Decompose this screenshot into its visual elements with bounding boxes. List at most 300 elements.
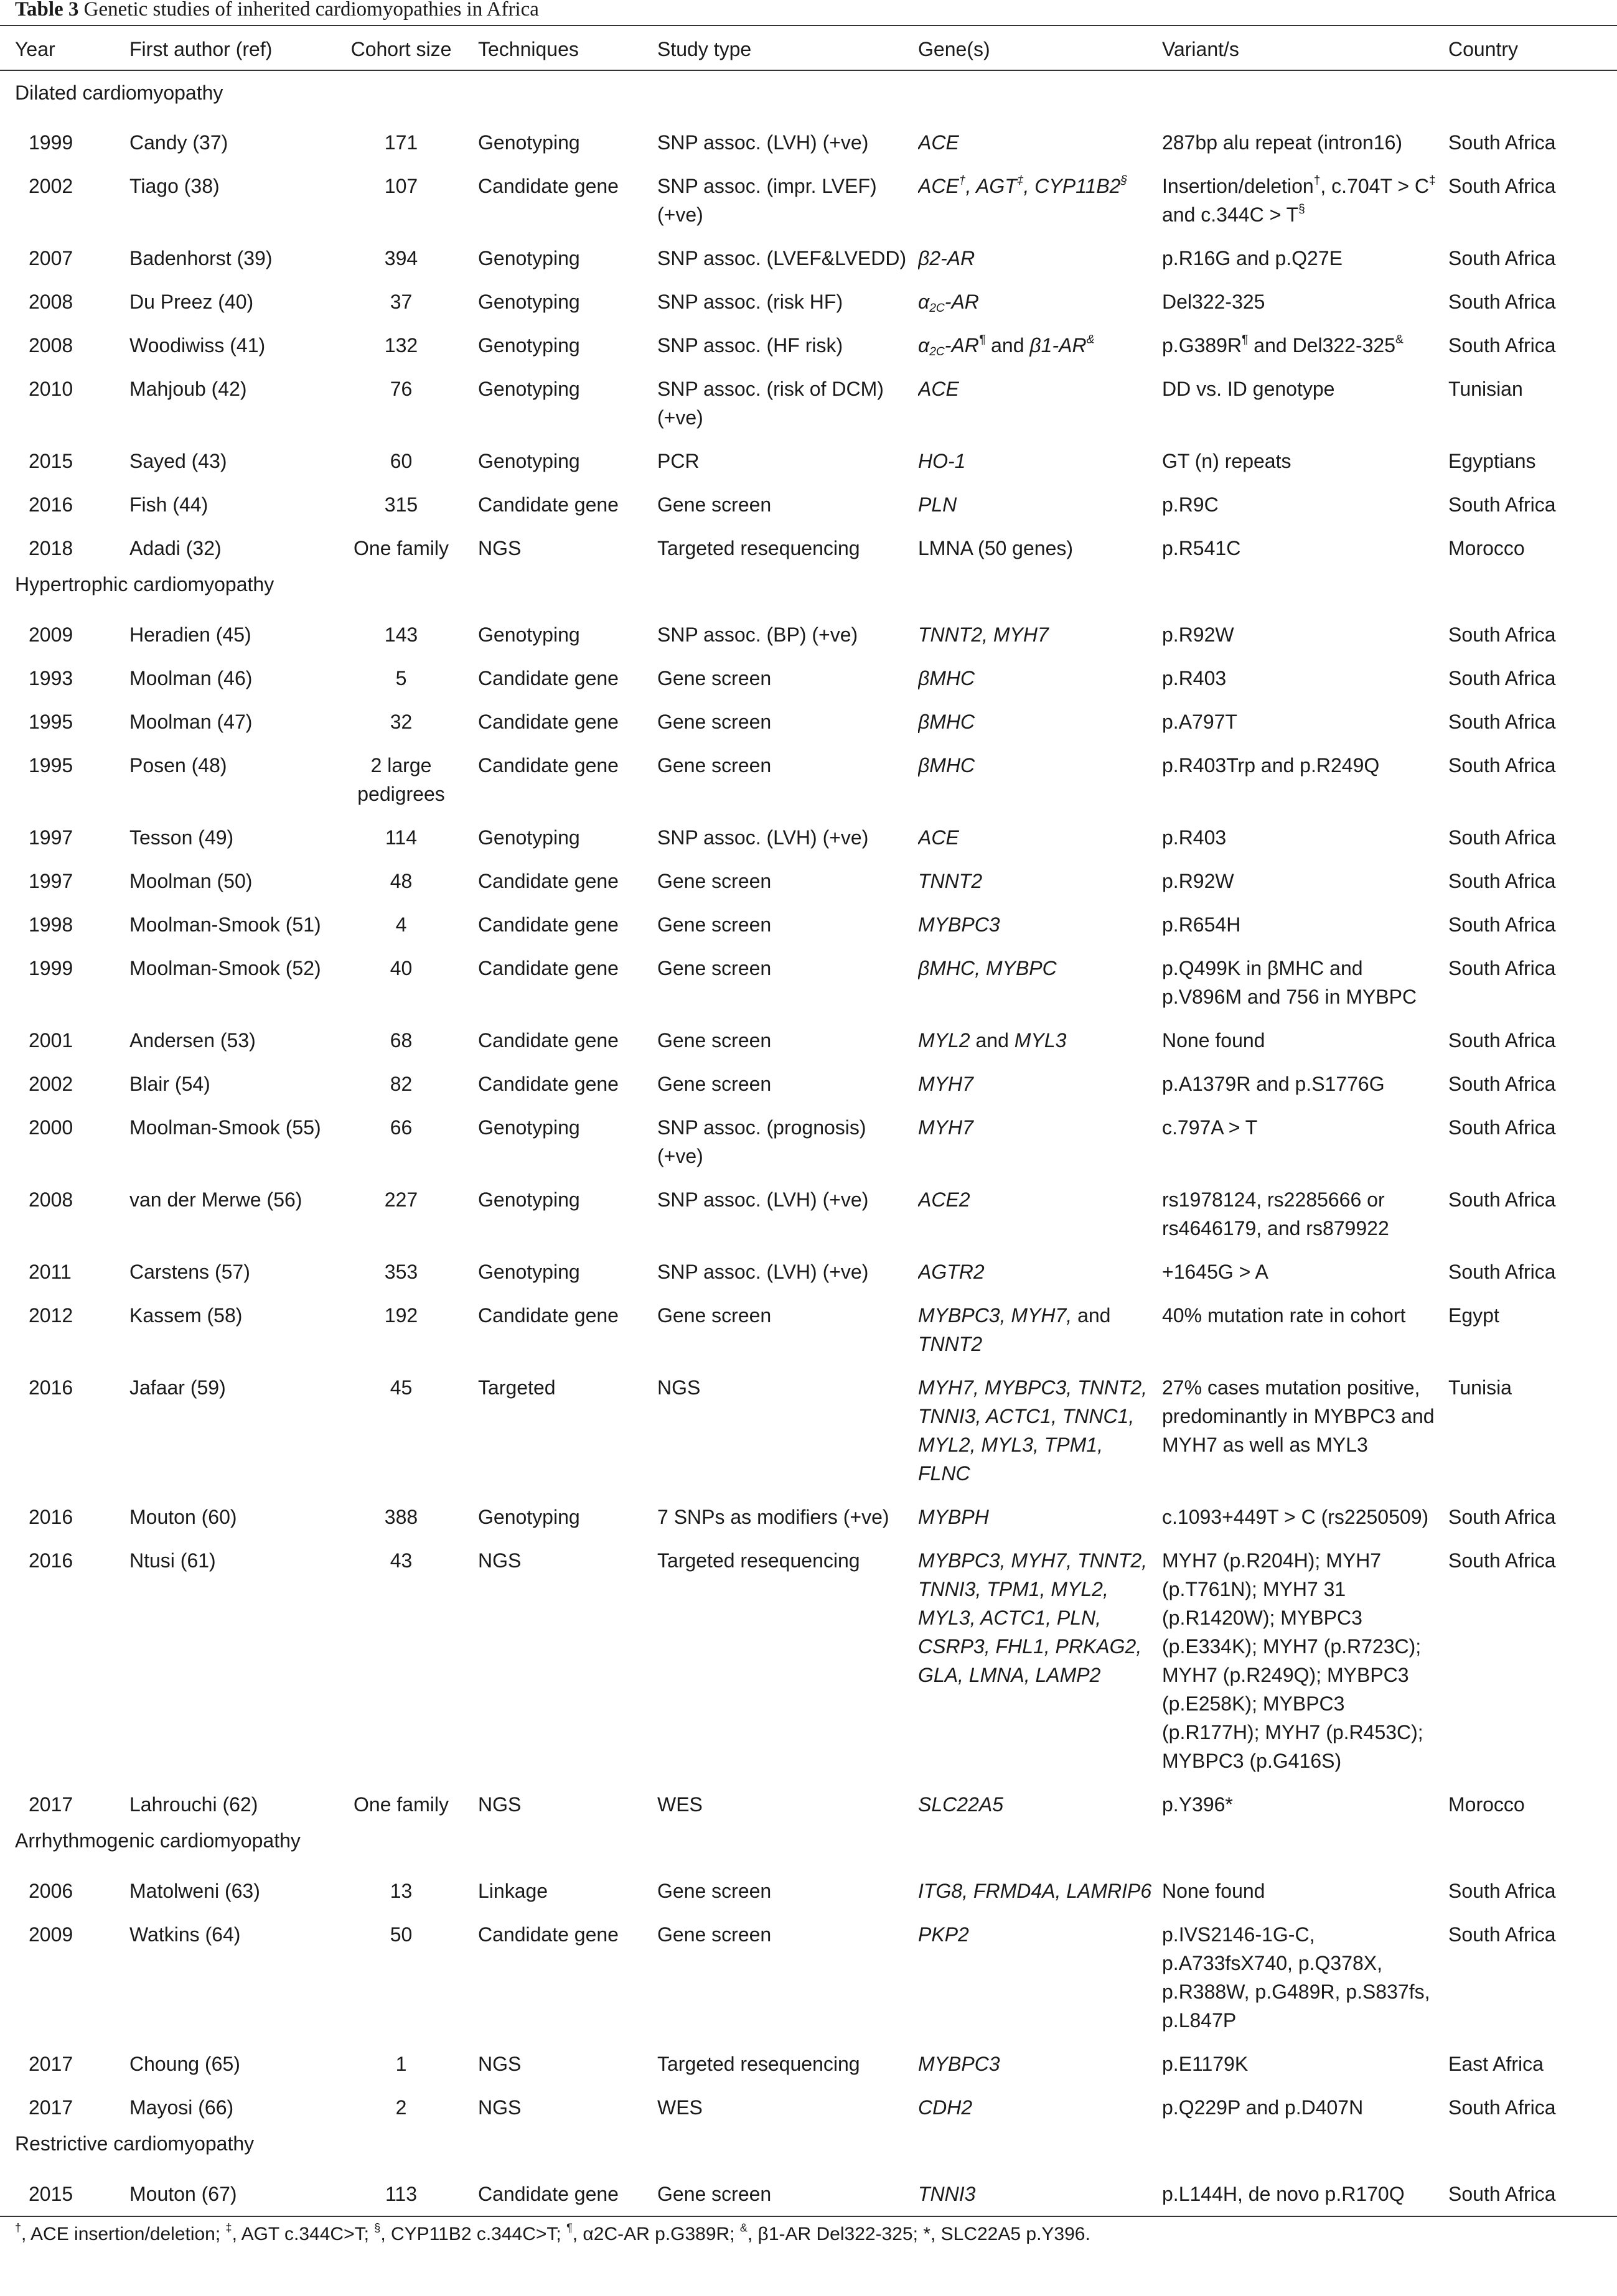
cell-study-type: Gene screen xyxy=(657,493,772,516)
cell-variants: p.E1179K xyxy=(1162,2053,1249,2075)
cell-cohort-size: 5 xyxy=(395,667,407,689)
cell-country: South Africa xyxy=(1448,334,1556,357)
cell-country: South Africa xyxy=(1448,754,1556,777)
cell-cohort-size: One family xyxy=(354,537,449,559)
cell-technique: Genotyping xyxy=(478,623,580,646)
cell-year: 2008 xyxy=(29,1188,73,1211)
cell-technique: Genotyping xyxy=(478,334,580,357)
cell-variants: p.Y396* xyxy=(1162,1793,1233,1816)
table-row xyxy=(0,1243,1617,1286)
cell-first-author: Tiago (38) xyxy=(129,175,220,197)
table-body xyxy=(0,70,1617,2216)
cell-year: 1997 xyxy=(29,826,73,849)
section-header-row xyxy=(0,2122,1617,2165)
cell-technique: Genotyping xyxy=(478,1116,580,1139)
cell-country: South Africa xyxy=(1448,1549,1556,1572)
table-header-row xyxy=(0,26,1617,70)
cell-year: 2008 xyxy=(29,291,73,313)
section-title: Arrhythmogenic cardiomyopathy xyxy=(15,1829,301,1852)
cell-technique: Candidate gene xyxy=(478,667,619,689)
cell-year: 2000 xyxy=(29,1116,73,1139)
cell-study-type: Gene screen xyxy=(657,2165,918,2216)
cell-variants: p.IVS2146-1G-C, p.A733fsX740, p.Q378X, p.R388W, p.G489R, p.S837fs, p.L847P xyxy=(1162,1923,1430,2032)
cell-variants: p.R92W xyxy=(1162,623,1234,646)
cell-year: 2016 xyxy=(29,1506,73,1528)
cell-study-type: SNP assoc. (LVEF&LVEDD) xyxy=(657,247,907,269)
cell-year: 2008 xyxy=(29,334,73,357)
cell-technique: NGS xyxy=(478,1793,522,1816)
table-row xyxy=(0,1775,1617,1819)
cell-country: South Africa xyxy=(1448,247,1556,269)
cell-cohort-size: One family xyxy=(354,1793,449,1816)
cell-country: South Africa xyxy=(1448,175,1556,197)
cell-genes: βMHC xyxy=(918,667,975,689)
cell-year: 2018 xyxy=(29,537,73,559)
cell-study-type: Gene screen xyxy=(657,711,772,733)
cell-study-type: SNP assoc. (impr. LVEF) (+ve) xyxy=(657,175,877,226)
cell-technique: Candidate gene xyxy=(478,870,619,892)
table-row xyxy=(0,1098,1617,1170)
cell-country: Morocco xyxy=(1448,1793,1525,1816)
cell-technique: Candidate gene xyxy=(478,754,619,777)
cell-variants: c.797A > T xyxy=(1162,1116,1258,1139)
cell-variants: p.G389R¶ and Del322-325& xyxy=(1162,333,1404,357)
cell-country: South Africa xyxy=(1448,957,1556,979)
cell-cohort-size: 13 xyxy=(390,1880,413,1902)
cell-study-type: Gene screen xyxy=(657,667,772,689)
cell-cohort-size: 37 xyxy=(390,291,413,313)
header-cohort-size: Cohort size xyxy=(344,26,478,70)
cell-year: 2015 xyxy=(0,2165,129,2216)
cell-cohort-size: 68 xyxy=(390,1029,413,1052)
cell-genes: MYBPC3 xyxy=(918,913,1000,936)
table-row xyxy=(0,2078,1617,2122)
cell-cohort-size: 50 xyxy=(390,1923,413,1946)
cell-genes: $\alpha_{2C}-AR$ xyxy=(918,291,979,315)
cell-study-type: SNP assoc. (risk HF) xyxy=(657,291,843,313)
header-year: Year xyxy=(0,26,129,70)
section-header-row xyxy=(0,562,1617,605)
cell-country: South Africa xyxy=(1448,913,1556,936)
cell-technique: Candidate gene xyxy=(478,493,619,516)
cell-year: 2011 xyxy=(29,1261,72,1283)
cell-variants: p.R541C xyxy=(1162,537,1241,559)
cell-cohort-size: 45 xyxy=(390,1376,413,1399)
cell-genes: βMHC, MYBPC xyxy=(918,957,1057,979)
cell-variants: MYH7 (p.R204H); MYH7 (p.T761N); MYH7 31 (p.R1420W); MYBPC3 (p.E334K); MYH7 (p.R723C); MYH7 (p.R249Q); MYBPC3 (p.E258K); MYBPC3 (p.R177H); MYH7 (p.R453C); MYBPC3 (p.G416S) xyxy=(1162,1549,1423,1772)
table-row xyxy=(0,1862,1617,1905)
cell-variants: p.Q499K in βMHC and p.V896M and 756 in MYBPC xyxy=(1162,957,1417,1008)
cell-country: South Africa xyxy=(1448,623,1556,646)
cell-genes: ITG8, FRMD4A, LAMRIP6 xyxy=(918,1880,1152,1902)
cell-year: 2010 xyxy=(29,378,73,400)
cell-technique: Candidate gene xyxy=(478,1304,619,1327)
cell-first-author: Moolman-Smook (51) xyxy=(129,913,321,936)
cell-first-author: Watkins (64) xyxy=(129,1923,241,1946)
cell-country: South Africa xyxy=(1448,667,1556,689)
table-caption xyxy=(15,0,539,24)
cell-genes: ACE†, AGT‡, CYP11B2§ xyxy=(918,174,1128,197)
header-techniques: Techniques xyxy=(478,26,657,70)
cell-first-author: Mouton (60) xyxy=(129,1506,237,1528)
cell-technique: Candidate gene xyxy=(478,1073,619,1095)
cell-technique: Candidate gene xyxy=(478,175,619,197)
cell-variants: +1645G > A xyxy=(1162,1261,1268,1283)
cell-study-type: Targeted resequencing xyxy=(657,537,860,559)
cell-year: 1999 xyxy=(29,957,73,979)
cell-technique: Genotyping xyxy=(478,1506,580,1528)
cell-first-author: Tesson (49) xyxy=(129,826,234,849)
cell-study-type: 7 SNPs as modifiers (+ve) xyxy=(657,1506,889,1528)
cell-country: South Africa xyxy=(1448,131,1556,154)
cell-genes: MYH7 xyxy=(918,1116,973,1139)
cell-first-author: Moolman-Smook (55) xyxy=(129,1116,321,1139)
cell-country: South Africa xyxy=(1448,1923,1556,1946)
section-title: Dilated cardiomyopathy xyxy=(15,82,223,104)
cell-year: 2002 xyxy=(29,1073,73,1095)
cell-country: Egyptians xyxy=(1448,450,1536,472)
cell-year: 1993 xyxy=(29,667,73,689)
cell-cohort-size: 192 xyxy=(384,1304,418,1327)
cell-study-type: Targeted resequencing xyxy=(657,2053,860,2075)
table-row xyxy=(0,113,1617,157)
cell-study-type: Gene screen xyxy=(657,1304,772,1327)
cell-country: South Africa xyxy=(1448,826,1556,849)
cell-country: Morocco xyxy=(1448,537,1525,559)
cell-study-type: SNP assoc. (LVH) (+ve) xyxy=(657,1261,869,1283)
cell-year: 1999 xyxy=(29,131,73,154)
cell-first-author: Moolman (47) xyxy=(129,711,253,733)
cell-variants: 27% cases mutation positive, predominantly in MYBPC3 and MYH7 as well as MYL3 xyxy=(1162,1376,1435,1456)
cell-genes: TNNI3 xyxy=(918,2165,1162,2216)
cell-genes: βMHC xyxy=(918,754,975,777)
cell-first-author: Candy (37) xyxy=(129,131,228,154)
cell-variants: p.R403Trp and p.R249Q xyxy=(1162,754,1380,777)
cell-variants: Insertion/deletion†, c.704T > C‡ and c.344C > T§ xyxy=(1162,174,1436,226)
cell-genes: AGTR2 xyxy=(918,1261,985,1283)
table-row xyxy=(0,157,1617,229)
cell-study-type: Gene screen xyxy=(657,913,772,936)
table-row xyxy=(0,2035,1617,2078)
cell-study-type: Targeted resequencing xyxy=(657,1549,860,1572)
cell-technique: Genotyping xyxy=(478,826,580,849)
cell-study-type: SNP assoc. (LVH) (+ve) xyxy=(657,826,869,849)
cell-study-type: Gene screen xyxy=(657,1073,772,1095)
cell-first-author: Lahrouchi (62) xyxy=(129,1793,258,1816)
cell-cohort-size: 107 xyxy=(384,175,418,197)
cell-technique: Targeted xyxy=(478,1376,556,1399)
cell-genes: ACE xyxy=(918,131,959,154)
cell-study-type: Gene screen xyxy=(657,870,772,892)
cell-first-author: Moolman (50) xyxy=(129,870,253,892)
cell-year: 2015 xyxy=(29,450,73,472)
cell-technique: Candidate gene xyxy=(478,711,619,733)
cell-genes: TNNT2, MYH7 xyxy=(918,623,1049,646)
cell-country: South Africa xyxy=(1448,2096,1556,2119)
table-row xyxy=(0,693,1617,736)
table-row xyxy=(0,360,1617,432)
cell-first-author: Carstens (57) xyxy=(129,1261,250,1283)
cell-cohort-size: 1 xyxy=(395,2053,407,2075)
cell-technique: Genotyping xyxy=(478,247,580,269)
cell-technique: Genotyping xyxy=(478,450,580,472)
cell-year: 2016 xyxy=(29,1549,73,1572)
cell-variants: None found xyxy=(1162,1029,1265,1052)
table-row xyxy=(0,432,1617,475)
cell-genes: CDH2 xyxy=(918,2096,973,2119)
cell-cohort-size: 132 xyxy=(384,334,418,357)
cell-genes: SLC22A5 xyxy=(918,1793,1003,1816)
cell-variants: p.R403 xyxy=(1162,826,1227,849)
cell-cohort-size: 315 xyxy=(384,493,418,516)
cell-variants: 287bp alu repeat (intron16) xyxy=(1162,131,1403,154)
cell-first-author: Moolman (46) xyxy=(129,667,253,689)
cell-study-type: NGS xyxy=(657,1376,701,1399)
cell-year: 2017 xyxy=(29,2053,73,2075)
header-genes: Gene(s) xyxy=(918,26,1162,70)
cell-genes: MYH7, MYBPC3, TNNT2, TNNI3, ACTC1, TNNC1, MYL2, MYL3, TPM1, FLNC xyxy=(918,1376,1148,1485)
cell-cohort-size: 40 xyxy=(390,957,413,979)
cell-study-type: Gene screen xyxy=(657,1880,772,1902)
cell-variants: p.L144H, de novo p.R170Q xyxy=(1162,2165,1448,2216)
cell-year: 2001 xyxy=(29,1029,73,1052)
cell-variants: Del322-325 xyxy=(1162,291,1265,313)
cell-country: South Africa xyxy=(1448,291,1556,313)
header-first-author: First author (ref) xyxy=(129,26,344,70)
table-row xyxy=(0,1905,1617,2035)
table-row xyxy=(0,605,1617,649)
cell-country: Egypt xyxy=(1448,1304,1499,1327)
cell-cohort-size: 114 xyxy=(385,826,417,849)
cell-genes: MYH7 xyxy=(918,1073,973,1095)
cell-study-type: SNP assoc. (risk of DCM) (+ve) xyxy=(657,378,884,429)
cell-country: South Africa xyxy=(1448,1880,1556,1902)
cell-variants: p.R403 xyxy=(1162,667,1227,689)
cell-genes: MYBPC3, MYH7, TNNT2, TNNI3, TPM1, MYL2, MYL3, ACTC1, PLN, CSRP3, FHL1, PRKAG2, GLA, LMNA, LAMP2 xyxy=(918,1549,1148,1686)
cell-variants: p.R16G and p.Q27E xyxy=(1162,247,1343,269)
cell-year: 2016 xyxy=(29,1376,73,1399)
cell-cohort-size: 48 xyxy=(390,870,413,892)
cell-study-type: WES xyxy=(657,2096,703,2119)
cell-cohort-size: 60 xyxy=(390,450,413,472)
cell-year: 2006 xyxy=(29,1880,73,1902)
table-row xyxy=(0,1358,1617,1488)
cell-technique: Candidate gene xyxy=(478,1923,619,1946)
cell-cohort-size: 76 xyxy=(390,378,413,400)
cell-variants: c.1093+449T > C (rs2250509) xyxy=(1162,1506,1429,1528)
table-footnote: †, ACE insertion/deletion; ‡, AGT c.344C>T; §, CYP11B2 c.344C>T; ¶, α2C-AR p.G389R; &, β1-AR Del322-325; *, SLC22A5 p.Y396. xyxy=(15,2221,1090,2244)
header-variants: Variant/s xyxy=(1162,26,1448,70)
cell-country: South Africa xyxy=(1448,493,1556,516)
cell-variants: 40% mutation rate in cohort xyxy=(1162,1304,1406,1327)
cell-technique: Candidate gene xyxy=(478,2165,657,2216)
cell-variants: p.R9C xyxy=(1162,493,1219,516)
cell-year: 2012 xyxy=(29,1304,73,1327)
table-row xyxy=(0,1011,1617,1055)
cell-technique: Candidate gene xyxy=(478,913,619,936)
cell-first-author: Badenhorst (39) xyxy=(129,247,273,269)
header-country: Country xyxy=(1448,26,1617,70)
cell-technique: Genotyping xyxy=(478,378,580,400)
cell-cohort-size: 4 xyxy=(395,913,407,936)
table-row xyxy=(0,1531,1617,1775)
header-study-type: Study type xyxy=(657,26,918,70)
cell-cohort-size: 171 xyxy=(384,131,418,154)
cell-cohort-size: 394 xyxy=(384,247,418,269)
cell-genes: MYBPC3 xyxy=(918,2053,1000,2075)
table-row xyxy=(0,649,1617,693)
cell-cohort-size: 43 xyxy=(390,1549,413,1572)
cell-variants: p.R654H xyxy=(1162,913,1241,936)
cell-year: 2017 xyxy=(29,2096,73,2119)
cell-technique: NGS xyxy=(478,1549,522,1572)
cell-genes: β2-AR xyxy=(918,247,975,269)
cell-genes: ACE xyxy=(918,826,959,849)
cell-genes: MYL2 and MYL3 xyxy=(918,1029,1067,1052)
cell-genes: ACE xyxy=(918,378,959,400)
cell-cohort-size: 113 xyxy=(344,2165,478,2216)
cell-year: 2009 xyxy=(29,623,73,646)
table-row xyxy=(0,273,1617,316)
cell-cohort-size: 388 xyxy=(384,1506,418,1528)
cell-first-author: Blair (54) xyxy=(129,1073,210,1095)
cell-variants: p.A1379R and p.S1776G xyxy=(1162,1073,1385,1095)
cell-genes: PKP2 xyxy=(918,1923,969,1946)
cell-country: South Africa xyxy=(1448,1073,1556,1095)
section-title: Hypertrophic cardiomyopathy xyxy=(15,573,274,595)
cell-cohort-size: 2 xyxy=(395,2096,407,2119)
cell-first-author: Du Preez (40) xyxy=(129,291,254,313)
cell-technique: NGS xyxy=(478,537,522,559)
cell-study-type: SNP assoc. (HF risk) xyxy=(657,334,843,357)
cell-technique: Linkage xyxy=(478,1880,548,1902)
cell-variants: GT (n) repeats xyxy=(1162,450,1291,472)
cell-technique: Genotyping xyxy=(478,291,580,313)
cell-year: 2017 xyxy=(29,1793,73,1816)
cell-year: 1997 xyxy=(29,870,73,892)
cell-study-type: SNP assoc. (prognosis) (+ve) xyxy=(657,1116,866,1167)
cell-country: South Africa xyxy=(1448,2165,1617,2216)
cell-first-author: Choung (65) xyxy=(129,2053,240,2075)
cell-study-type: SNP assoc. (BP) (+ve) xyxy=(657,623,858,646)
cell-genes: HO-1 xyxy=(918,450,966,472)
cell-technique: Genotyping xyxy=(478,1261,580,1283)
cell-study-type: Gene screen xyxy=(657,957,772,979)
cell-technique: Genotyping xyxy=(478,131,580,154)
cell-first-author: Mahjoub (42) xyxy=(129,378,247,400)
cell-study-type: Gene screen xyxy=(657,1923,772,1946)
cell-country: South Africa xyxy=(1448,1116,1556,1139)
table-row xyxy=(0,808,1617,852)
cell-first-author: Moolman-Smook (52) xyxy=(129,957,321,979)
table-row xyxy=(0,852,1617,895)
cell-cohort-size: 2 large pedigrees xyxy=(357,754,445,805)
table-row xyxy=(0,1170,1617,1243)
cell-country: South Africa xyxy=(1448,870,1556,892)
table-row xyxy=(0,519,1617,562)
table-caption-label: Table 3 xyxy=(15,0,79,21)
cell-study-type: Gene screen xyxy=(657,754,772,777)
cell-country: South Africa xyxy=(1448,1506,1556,1528)
cell-first-author: Posen (48) xyxy=(129,754,227,777)
cell-cohort-size: 143 xyxy=(384,623,418,646)
cell-variants: p.A797T xyxy=(1162,711,1237,733)
cell-first-author: Heradien (45) xyxy=(129,623,251,646)
cell-first-author: Mayosi (66) xyxy=(129,2096,234,2119)
cell-cohort-size: 227 xyxy=(384,1188,418,1211)
section-title: Restrictive cardiomyopathy xyxy=(15,2132,255,2155)
table-row xyxy=(0,1488,1617,1531)
cell-first-author: van der Merwe (56) xyxy=(129,1188,302,1211)
cell-year: 2007 xyxy=(29,247,73,269)
cell-country: South Africa xyxy=(1448,711,1556,733)
cell-first-author: Andersen (53) xyxy=(129,1029,256,1052)
cell-study-type: Gene screen xyxy=(657,1029,772,1052)
cell-first-author: Ntusi (61) xyxy=(129,1549,216,1572)
cell-technique: NGS xyxy=(478,2096,522,2119)
cell-genes: $\alpha_{2C}-AR^\P$ and β1-AR& xyxy=(918,333,1095,358)
cell-cohort-size: 32 xyxy=(390,711,413,733)
table-row xyxy=(0,316,1617,360)
table-row xyxy=(0,475,1617,519)
cell-technique: Candidate gene xyxy=(478,957,619,979)
cell-first-author: Jafaar (59) xyxy=(129,1376,226,1399)
table-row xyxy=(0,895,1617,939)
cell-year: 1995 xyxy=(29,754,73,777)
cell-variants: p.R92W xyxy=(1162,870,1234,892)
table-row xyxy=(0,2165,1617,2216)
cell-genes: TNNT2 xyxy=(918,870,983,892)
cell-first-author: Adadi (32) xyxy=(129,537,222,559)
table-row xyxy=(0,1055,1617,1098)
cell-genes: βMHC xyxy=(918,711,975,733)
cell-study-type: SNP assoc. (LVH) (+ve) xyxy=(657,1188,869,1211)
cell-country: Tunisian xyxy=(1448,378,1523,400)
cell-cohort-size: 82 xyxy=(390,1073,413,1095)
cell-variants: None found xyxy=(1162,1880,1265,1902)
cell-genes: MYBPH xyxy=(918,1506,989,1528)
cell-technique: NGS xyxy=(478,2053,522,2075)
cell-genes: LMNA (50 genes) xyxy=(918,537,1074,559)
cell-study-type: WES xyxy=(657,1793,703,1816)
cell-year: 2009 xyxy=(29,1923,73,1946)
cell-year: 1998 xyxy=(29,913,73,936)
cell-study-type: PCR xyxy=(657,450,700,472)
cell-cohort-size: 353 xyxy=(384,1261,418,1283)
cell-first-author: Fish (44) xyxy=(129,493,209,516)
cell-genes: PLN xyxy=(918,493,957,516)
cardiomyopathy-genetics-table xyxy=(0,25,1617,2217)
cell-country: East Africa xyxy=(1448,2053,1544,2075)
cell-country: Tunisia xyxy=(1448,1376,1512,1399)
cell-genes: MYBPC3, MYH7, and TNNT2 xyxy=(918,1304,1111,1355)
cell-variants: DD vs. ID genotype xyxy=(1162,378,1335,400)
table-row xyxy=(0,229,1617,273)
cell-country: South Africa xyxy=(1448,1188,1556,1211)
cell-year: 2016 xyxy=(29,493,73,516)
cell-first-author: Sayed (43) xyxy=(129,450,227,472)
cell-cohort-size: 66 xyxy=(390,1116,413,1139)
cell-study-type: SNP assoc. (LVH) (+ve) xyxy=(657,131,869,154)
cell-first-author: Mouton (67) xyxy=(129,2165,344,2216)
table-caption-text: Genetic studies of inherited cardiomyopathies in Africa xyxy=(83,0,539,21)
cell-year: 2002 xyxy=(29,175,73,197)
table-row xyxy=(0,1286,1617,1358)
cell-technique: Genotyping xyxy=(478,1188,580,1211)
cell-first-author: Matolweni (63) xyxy=(129,1880,260,1902)
cell-first-author: Kassem (58) xyxy=(129,1304,243,1327)
cell-year: 1995 xyxy=(29,711,73,733)
